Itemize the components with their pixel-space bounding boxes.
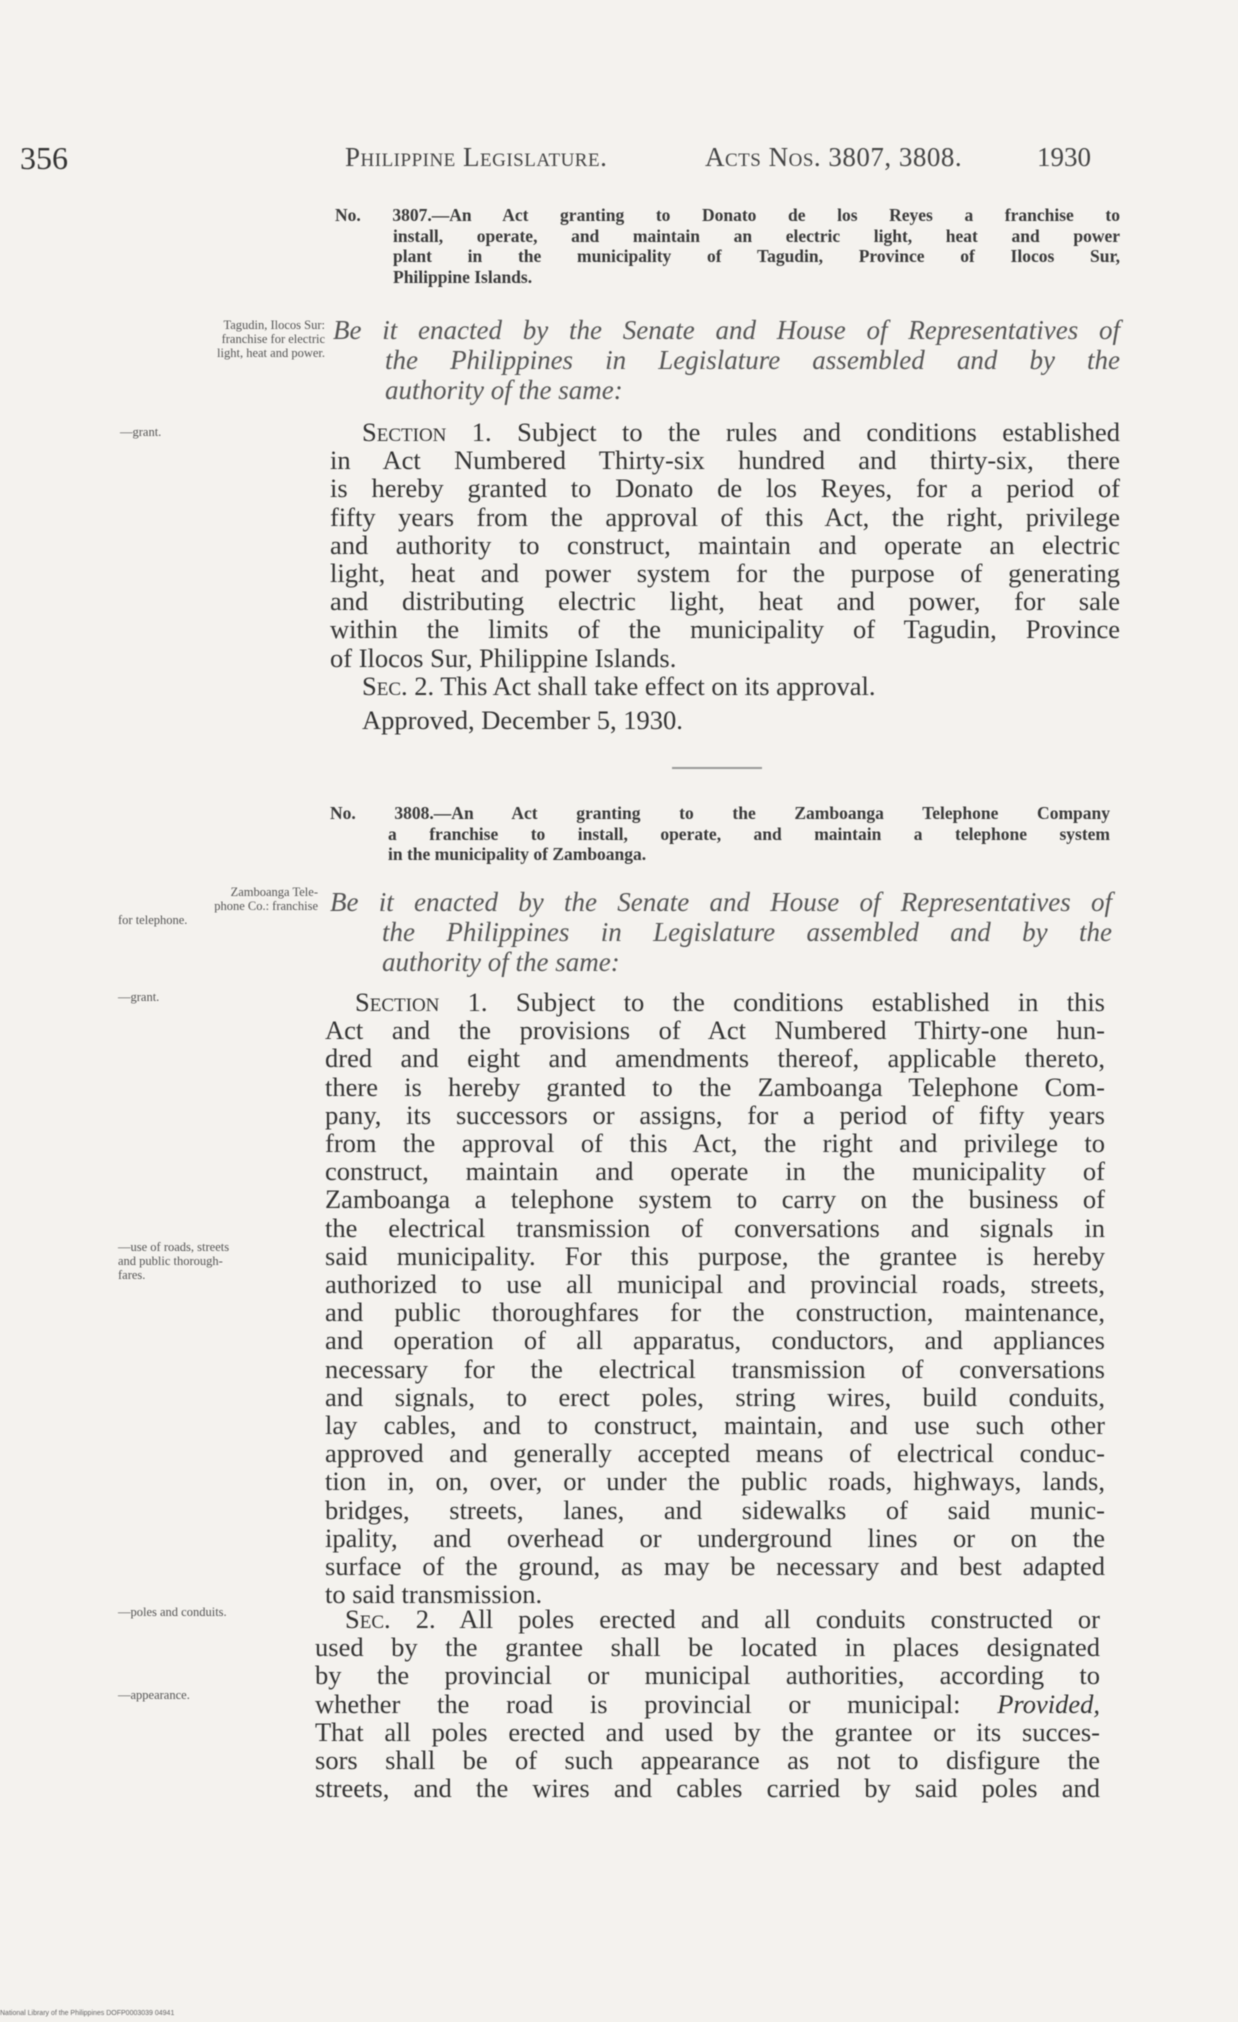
act-3808-grant-note: —grant.: [118, 990, 160, 1004]
section-label: Section 1.: [362, 417, 492, 447]
act-3807-section-1: Section 1. Subject to the rules and conditions established in Act Numbered Thirty-six hundred and thirty-six, there is hereby granted to Donato de los Reyes, for a period of fifty years from the approval of this Act, the right, privilege and authority to construct, maintain and operate an electric light, heat and power system for the purpose of generating and distributing electric light, heat and power, for sale within the limits of the municipality of Tagudin, Province of Ilocos Sur, Philippine Islands. Sec. 2. This Act shall take effect on its approval. Approved, December 5, 1930.: [330, 417, 1120, 736]
act-3808-side-note: Zamboanga Tele- phone Co.: franchise for telephone.: [118, 885, 318, 927]
section-label: Section 1.: [355, 987, 488, 1017]
heading-line: install, operate, and maintain an electric light, heat and power: [393, 225, 1120, 246]
heading-line: plant in the municipality of Tagudin, Province of Ilocos Sur,: [393, 246, 1120, 266]
act-3808-section-2: Sec. 2. All poles erected and all conduits constructed or used by the grantee shall be located in places designated by the provincial or municipal authorities, according to whether the road is provincial or municipal: Provided, That all poles erected and used by the grantee or its succes- sors shall be of such appearance as not to disfigure the streets, and the wires and cables carried by said poles and: [315, 1604, 1100, 1804]
page-number: 356: [20, 140, 68, 176]
running-acts: Acts Nos. 3807, 3808.: [705, 142, 963, 172]
act-3807-enacting-clause: Be it enacted by the Senate and House of Representatives of the Philippines in Legislature assembled and by the authority of the same:: [333, 315, 1120, 405]
running-title: Philippine Legislature.: [345, 142, 608, 172]
act-3807-heading: [335, 205, 1120, 287]
heading-line: No. 3807.—An Act granting to Donato de los Reyes a franchise to: [335, 205, 1120, 225]
section-label: Sec. 2.: [362, 670, 435, 701]
appearance-side-note: —appearance.: [118, 1688, 190, 1702]
running-year: 1930: [1037, 142, 1091, 172]
act-separator-rule: [672, 767, 762, 769]
scan-footer: National Library of the Philippines DOFP0003039 04941: [0, 2010, 175, 2017]
roads-side-note: —use of roads, streets and public thorough- fares.: [118, 1240, 230, 1282]
act-3807-grant-note: —grant.: [120, 425, 162, 439]
heading-line: Philippine Islands.: [393, 266, 533, 287]
act-3808-section-1: Section 1. Subject to the conditions established in this Act and the provisions of Act Numbered Thirty-one hun- dred and eight and amendments thereof, applicable thereto, there is hereby granted to the Zamboanga Telephone Com- pany, its successors or assigns, for a period of fifty years from the approval of this Act, the right and privilege to construct, maintain and operate in the municipality of Zamboanga a telephone system to carry on the business of the electrical transmission of conversations and signals in said municipality. For this purpose, the grantee is hereby authorized to use all municipal and provincial roads, streets, and public thoroughfares for the construction, maintenance, and operation of all apparatus, conductors, and appliances necessary for the electrical transmission of conversations and signals, to erect poles, string wires, build conduits, lay cables, and to construct, maintain, and use such other approved and generally accepted means of electrical conduc- tion in, on, over, or under the public roads, highways, lands, bridges, streets, lanes, and sidewalks of said munic- ipality, and overhead or underground lines or on the surface of the ground, as may be necessary and best adapted to said transmission.: [325, 987, 1105, 1610]
running-header: [0, 140, 1238, 180]
approval-date: Approved, December 5, 1930.: [362, 705, 683, 736]
section-label: Sec. 2.: [345, 1604, 436, 1634]
act-3808-enacting-clause: Be it enacted by the Senate and House of Representatives of the Philippines in Legislature assembled and by the authority of the same:: [330, 887, 1112, 977]
act-3808-heading: No. 3808.—An Act granting to the Zamboanga Telephone Company a franchise to install, operate, and maintain a telephone system in the municipality of Zamboanga.: [330, 803, 1110, 864]
poles-side-note: —poles and conduits.: [118, 1605, 227, 1619]
provided-term: Provided,: [997, 1688, 1100, 1719]
act-3807-side-note: Tagudin, Ilocos Sur: franchise for electric light, heat and power.: [217, 318, 325, 360]
